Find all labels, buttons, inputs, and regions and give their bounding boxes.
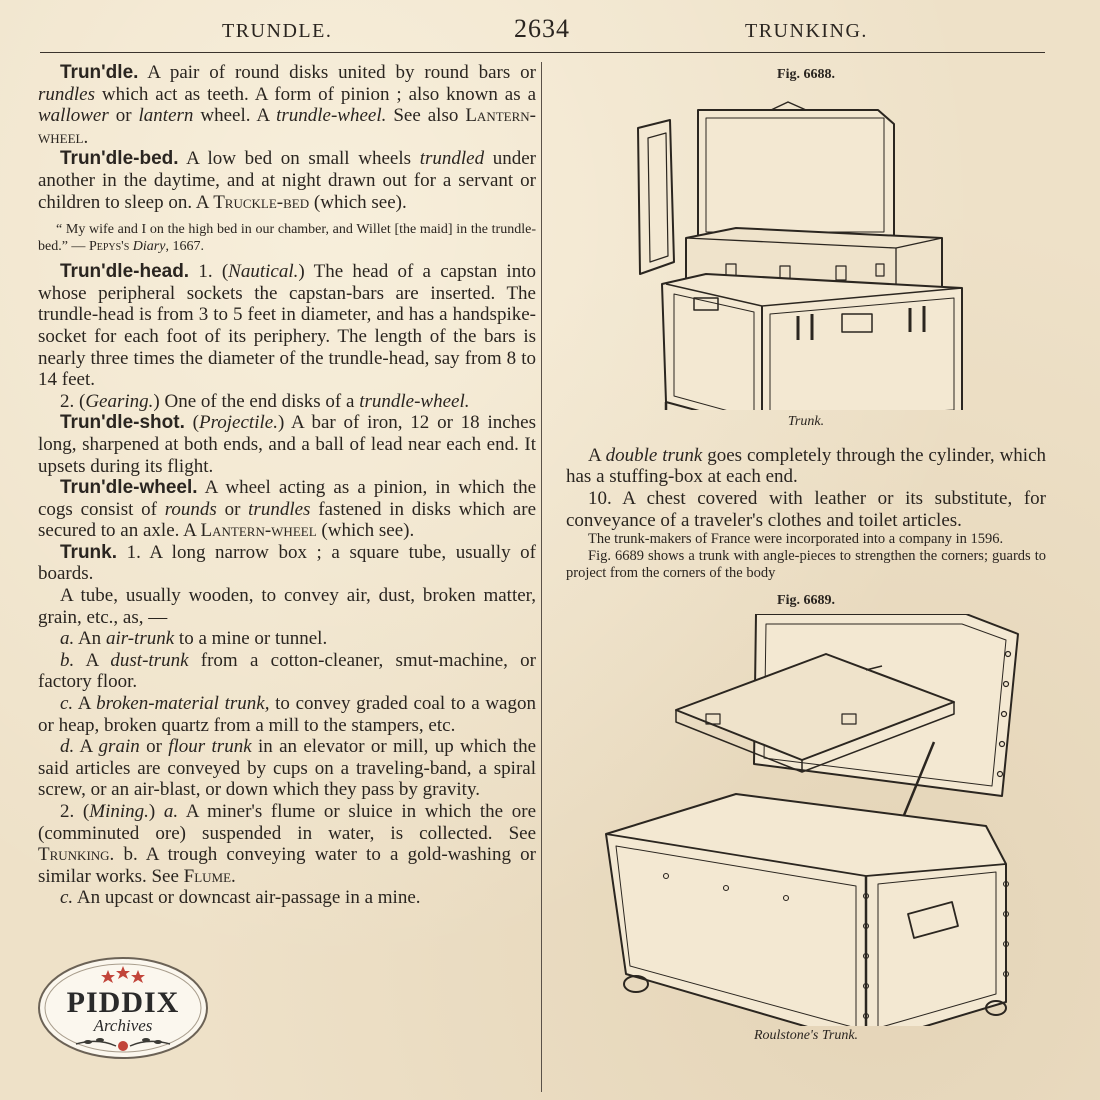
item-letter: b. [60, 649, 75, 671]
page-number: 2634 [514, 14, 570, 43]
text: ) [148, 801, 164, 822]
italic-text: trundle-wheel. [276, 105, 387, 127]
text: ( [184, 412, 199, 434]
text: from a cotton-cleaner, smut-machine, or factory floor. [38, 649, 536, 693]
text: ) A bar of iron, 12 or 18 inches long, sharpened at both ends, and a ball of lead near each end. It upsets during its flight. [38, 412, 537, 477]
figure-6688 [566, 88, 1046, 416]
italic-text: broken-material trunk, [96, 693, 270, 715]
entry-trundle-head-2 [38, 391, 536, 413]
text: A [588, 444, 606, 466]
italic-text: Projectile. [198, 412, 278, 434]
text: (which see). [309, 191, 407, 213]
headword: Trun'dle-head. [60, 261, 190, 283]
italic-text: wallower [38, 105, 109, 127]
text: A [74, 736, 99, 758]
italic-text: grain [98, 736, 140, 758]
italic-text: Mining. [89, 801, 149, 822]
item-letter: c. [60, 693, 74, 715]
text: to a mine or tunnel. [174, 628, 328, 650]
figure-6689 [566, 614, 1046, 1032]
entry-trunk-mining [38, 801, 536, 887]
item-letter: a. [60, 628, 75, 650]
figure-label: Fig. 6688. [777, 67, 835, 82]
text: , 1667. [165, 239, 204, 255]
smallcaps-text: Trunking. [38, 844, 115, 866]
text: b. A trough conveying water to a gold-washing or similar works. See [38, 844, 536, 887]
headword: Trun'dle-wheel. [60, 477, 198, 499]
text: A tube, usually wooden, to convey air, dust, broken matter, grain, etc., as, — [38, 585, 536, 628]
text: or [108, 105, 139, 127]
pepys-quotation [38, 221, 536, 255]
text: to convey graded coal to a wagon or heap, broken quartz from a mill to the stampers, etc. [38, 693, 536, 736]
text: A miner's flume or sluice in which the ore (comminuted ore) suspended in water, is collected. See [38, 801, 537, 844]
entry-trunk-tube [38, 585, 536, 628]
text: 2. ( [60, 801, 90, 822]
smallcaps-text: Truckle-bed [213, 191, 310, 213]
smallcaps-text: Flume. [183, 865, 236, 887]
italic-text: dust-trunk [110, 649, 189, 671]
entry-trundle [38, 62, 536, 148]
left-column [38, 62, 536, 909]
text: An [74, 628, 106, 650]
italic-text: trundle-wheel. [359, 390, 470, 412]
text: A [73, 693, 97, 715]
text: fastened in disks which are secured to an axle. A [38, 498, 536, 542]
italic-text: double trunk [605, 444, 703, 466]
italic-text: Nautical. [228, 261, 299, 283]
italic-text: air-trunk [105, 628, 175, 650]
item-letter: c. [60, 887, 74, 909]
italic-text: trundles [248, 498, 311, 520]
italic-text: flour trunk [168, 736, 252, 758]
text: or [139, 736, 169, 758]
entry-trunk-a [38, 628, 536, 650]
text: 1. ( [189, 261, 229, 283]
text: 2. ( [60, 390, 86, 412]
text: or [216, 498, 249, 520]
text: wheel. A [193, 105, 277, 127]
text: goes completely through the cylinder, which has a stuffing-box at each end. [566, 444, 1046, 488]
italic-text: rundles [38, 83, 95, 105]
text: 1. A long narrow box ; a square tube, usually of boards. [38, 541, 536, 585]
header-right-word: TRUNKING. [745, 20, 868, 42]
headword: Trunk. [60, 541, 118, 563]
text: ) One of the end disks of a [153, 390, 360, 412]
smallcaps-text: Lantern-wheel [200, 520, 317, 542]
figure-caption: Roulstone's Trunk. [753, 1028, 859, 1044]
entry-trundle-head [38, 261, 536, 391]
text: which act as teeth. A form of pinion ; also known as a [95, 83, 536, 105]
france-paragraph: The trunk-makers of France were incorporated into a company in 1596. [588, 531, 1004, 548]
italic-text: Gearing. [85, 390, 154, 412]
text: “ My wife and I on the high bed in our chamber, and Willet [the maid] in the trundle-bed.” — [38, 222, 536, 255]
header-left-word: TRUNDLE. [222, 20, 333, 42]
trunk-illustration [566, 88, 1046, 410]
italic-text: trundled [419, 148, 485, 170]
smallcaps-text: Pepys's [88, 239, 130, 255]
text: A pair of round disks united by round bars or [138, 62, 536, 83]
text: ) The head of a capstan into whose peripheral sockets the capstan-bars are inserted. The trundle-head is from 3 to 5 feet in diameter, and has a handspike-socket for each foot of its periphery. The length of the bars is nearly three times the diameter of the trundle-head, say from 8 to 14 feet. [38, 261, 536, 391]
fig-6689-description: Fig. 6689 shows a trunk with angle-pieces to strengthen the corners; guards to project from the corners of the body [566, 548, 1046, 582]
running-header [40, 8, 1045, 53]
item-letter: a. [163, 801, 179, 822]
text: (which see). [316, 520, 415, 542]
badge-title: PIDDIX [66, 986, 180, 1019]
smallcaps-text: Lantern-wheel. [38, 105, 536, 148]
headword: Trun'dle-shot. [60, 412, 185, 434]
chest-paragraph: 10. A chest covered with leather or its substitute, for conveyance of a traveler's clothes and toilet articles. [566, 487, 1046, 531]
entry-trunk-b [38, 650, 536, 693]
headword: Trun'dle-bed. [60, 148, 179, 170]
item-letter: d. [60, 736, 75, 758]
entry-trundle-shot [38, 412, 536, 477]
text: in an elevator or mill, up which the said articles are conveyed by cups on a traveling-band, a spiral screw, or an air-blast, or down which they pass by gravity. [38, 736, 537, 801]
text: See also [386, 105, 466, 127]
headword: Trun'dle. [60, 62, 139, 83]
badge-subtitle: Archives [93, 1016, 153, 1035]
text: An upcast or downcast air-passage in a mine. [73, 887, 421, 909]
column-divider [541, 62, 542, 1092]
entry-trundle-wheel [38, 477, 536, 542]
italic-text: rounds [164, 498, 217, 520]
text: A wheel acting as a pinion, in which the cogs consist of [38, 477, 536, 520]
italic-text: lantern [138, 105, 194, 127]
right-column [566, 62, 1046, 1047]
figure-label: Fig. 6689. [777, 593, 835, 609]
entry-trunk [38, 542, 536, 585]
piddix-archives-badge [36, 952, 210, 1060]
entry-trunk-mining-c [38, 887, 536, 909]
roulstone-trunk-illustration [566, 614, 1046, 1026]
entry-trundle-bed [38, 148, 536, 213]
text: A [74, 649, 111, 671]
italic-text: Diary [132, 239, 166, 255]
text: A low bed on small wheels [178, 148, 420, 170]
entry-trunk-c [38, 693, 536, 736]
double-trunk-paragraph [566, 445, 1046, 488]
text: under another in the daytime, and at night drawn out for a servant or children to sleep on. A [38, 148, 537, 213]
figure-caption: Trunk. [787, 414, 825, 430]
entry-trunk-d [38, 736, 536, 801]
